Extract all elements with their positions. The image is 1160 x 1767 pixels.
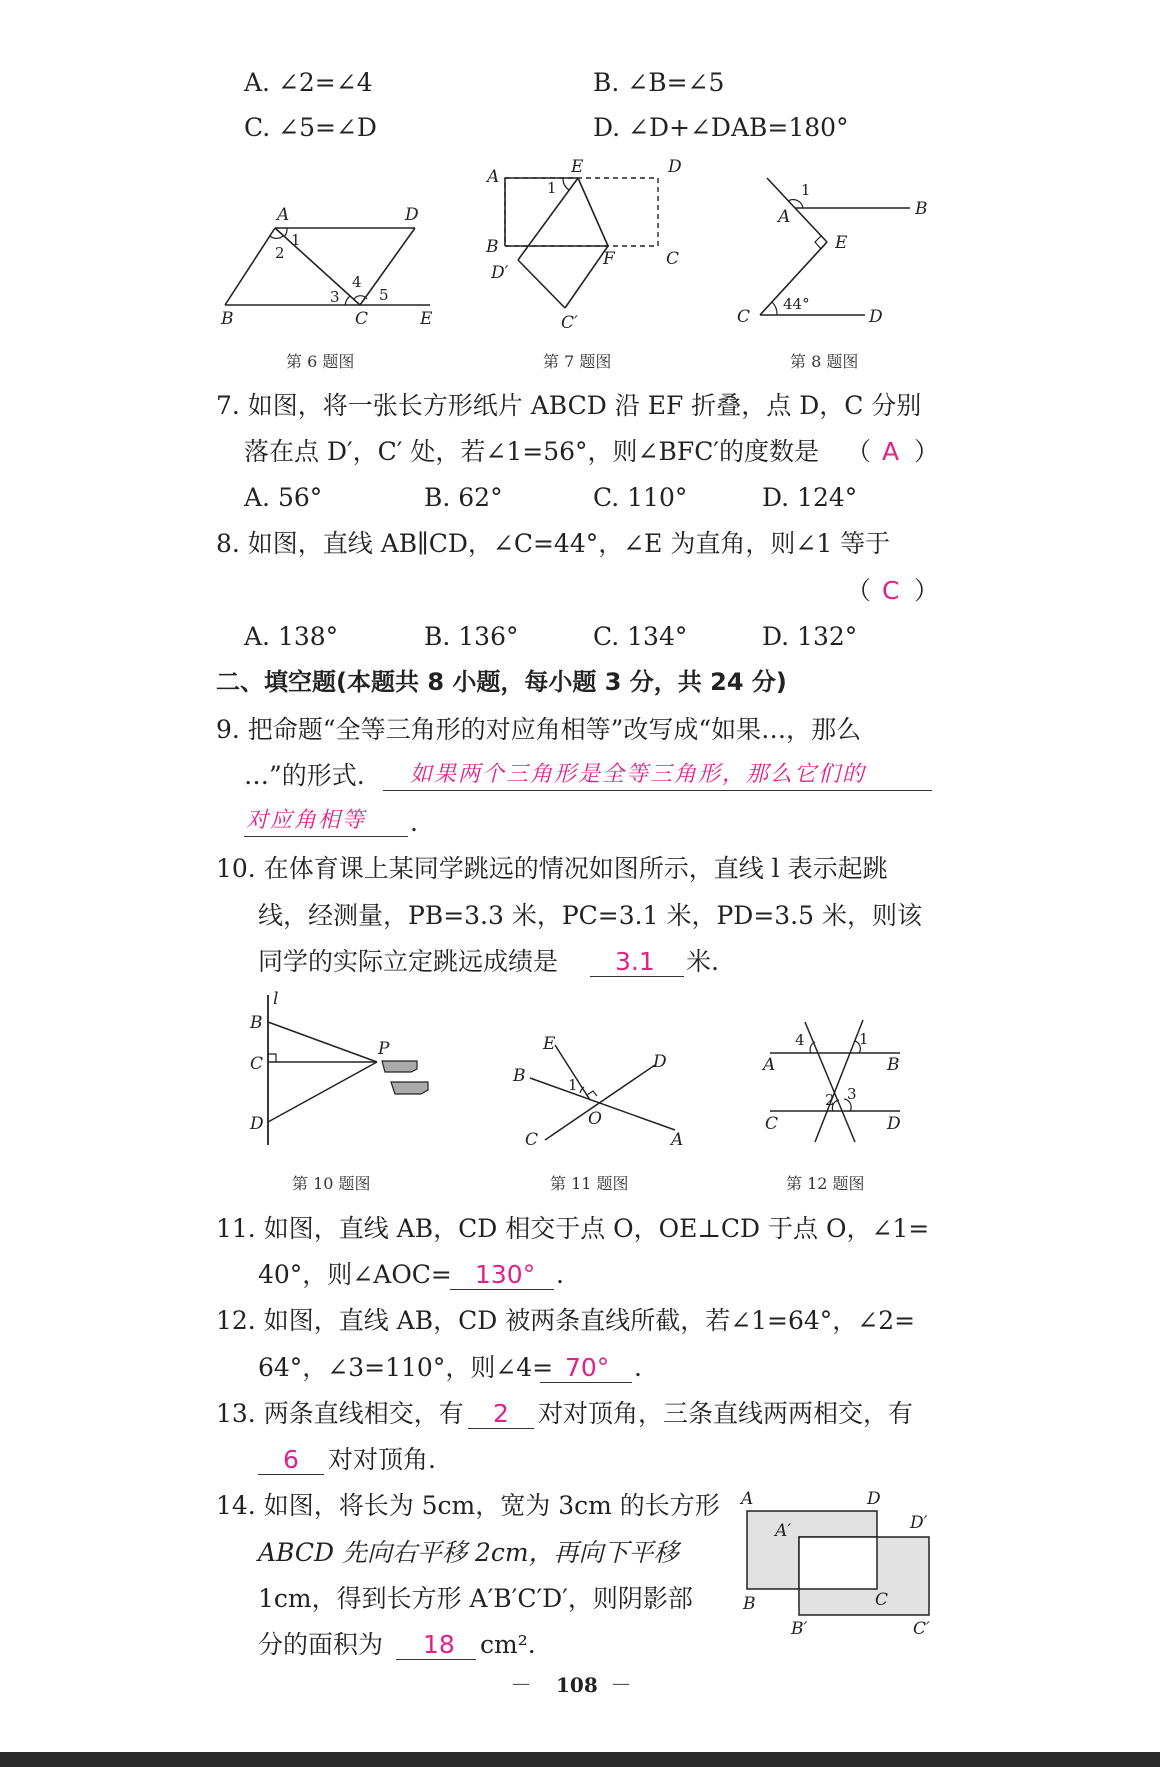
q14-line4-prefix: 分的面积为 xyxy=(258,1630,384,1659)
q10-line3-suffix: 米. xyxy=(686,947,719,976)
q12-answer: 70° xyxy=(565,1353,610,1382)
fig12-label-1: 1 xyxy=(859,1030,869,1048)
q7-line2: 落在点 D′，C′ 处，若∠1=56°，则∠BFC′的度数是 xyxy=(244,437,820,466)
fig11-label-1: 1 xyxy=(568,1076,578,1094)
fig7-label-1: 1 xyxy=(547,179,557,197)
fig11-label-E: E xyxy=(543,1034,556,1054)
page-dash-right: — xyxy=(612,1673,630,1694)
q7-answer: A xyxy=(882,437,900,466)
fig11-label-O: O xyxy=(588,1109,602,1129)
q7-option-d: D. 124° xyxy=(762,483,858,512)
figure-6 xyxy=(215,200,445,330)
fig10-label-l: l xyxy=(273,989,279,1009)
fig7-label-F: F xyxy=(603,249,615,269)
fig8-caption: 第 8 题图 xyxy=(790,352,859,371)
fig6-label-A: A xyxy=(277,205,290,225)
q12-end: . xyxy=(634,1353,642,1382)
q9-answer-part1: 如果两个三角形是全等三角形，那么它们的 xyxy=(410,762,867,787)
fig14-label-B: B xyxy=(743,1594,756,1614)
fig14-label-D-prime: D′ xyxy=(910,1513,928,1533)
fig8-label-B: B xyxy=(915,199,928,219)
figure-10 xyxy=(245,990,445,1150)
q13-answer-2: 6 xyxy=(283,1445,299,1474)
q11-line2-prefix: 40°，则∠AOC= xyxy=(258,1260,452,1289)
q8-option-a: A. 138° xyxy=(244,622,339,651)
q6-option-d: D. ∠D+∠DAB=180° xyxy=(593,113,849,142)
q10-line3-prefix: 同学的实际立定跳远成绩是 xyxy=(258,947,559,976)
fig6-label-D: D xyxy=(405,205,419,225)
q8-answer: C xyxy=(882,576,900,605)
fig10-label-C: C xyxy=(250,1054,264,1074)
fig14-label-C-prime: C′ xyxy=(913,1619,930,1639)
fig12-label-3: 3 xyxy=(847,1085,857,1103)
fig14-label-D: D xyxy=(867,1489,881,1509)
q13-line2-suffix: 对对顶角. xyxy=(328,1445,436,1474)
fig10-caption: 第 10 题图 xyxy=(292,1174,371,1193)
fig6-label-4: 4 xyxy=(352,273,362,291)
page-dash-left: — xyxy=(512,1673,530,1694)
fig12-label-D: D xyxy=(887,1114,901,1134)
fig12-label-C: C xyxy=(765,1114,779,1134)
fig8-label-C: C xyxy=(737,307,751,327)
fig7-label-D: D xyxy=(668,157,682,177)
q14-line3: 1cm，得到长方形 A′B′C′D′，则阴影部 xyxy=(258,1584,693,1613)
fig8-label-D: D xyxy=(869,307,883,327)
q6-option-b: B. ∠B=∠5 xyxy=(593,68,725,97)
q11-line1: 11. 如图，直线 AB，CD 相交于点 O，OE⊥CD 于点 O，∠1= xyxy=(216,1214,930,1243)
fig12-caption: 第 12 题图 xyxy=(786,1174,865,1193)
page-number: 108 xyxy=(556,1673,598,1697)
q8-option-d: D. 132° xyxy=(762,622,858,651)
fig12-label-B: B xyxy=(887,1055,900,1075)
fig7-label-D-prime: D′ xyxy=(491,263,509,283)
q11-answer: 130° xyxy=(475,1260,536,1289)
q9-end: . xyxy=(410,808,418,837)
q8-option-b: B. 136° xyxy=(424,622,519,651)
q14-answer: 18 xyxy=(423,1630,455,1659)
fig11-label-B: B xyxy=(513,1066,526,1086)
fig14-label-A: A xyxy=(741,1489,754,1509)
figure-14 xyxy=(735,1490,945,1640)
q13-line1-suffix: 对对顶角，三条直线两两相交，有 xyxy=(538,1399,914,1428)
figure-8 xyxy=(735,170,935,330)
fig11-caption: 第 11 题图 xyxy=(550,1174,629,1193)
fig7-label-B: B xyxy=(486,237,499,257)
fig6-label-C: C xyxy=(355,309,369,329)
fig7-label-C: C xyxy=(666,249,680,269)
fig10-label-D: D xyxy=(250,1114,264,1134)
q8-option-c: C. 134° xyxy=(593,622,688,651)
fig7-label-C-prime: C′ xyxy=(561,313,578,333)
q13-line1-prefix: 13. 两条直线相交，有 xyxy=(216,1399,464,1428)
fig11-label-C: C xyxy=(525,1130,539,1150)
fig6-label-E: E xyxy=(420,309,433,329)
q13-answer-1: 2 xyxy=(493,1399,509,1428)
fig6-label-5: 5 xyxy=(379,286,389,304)
fig11-label-D: D xyxy=(653,1052,667,1072)
q8-paren-close: ） xyxy=(914,576,940,605)
q8-paren-open: （ xyxy=(846,576,872,605)
fig7-caption: 第 7 题图 xyxy=(543,352,612,371)
q7-paren-close: ） xyxy=(914,437,940,466)
q7-option-b: B. 62° xyxy=(424,483,503,512)
q6-option-c: C. ∠5=∠D xyxy=(244,113,377,142)
q10-answer: 3.1 xyxy=(615,947,655,976)
fig8-label-E: E xyxy=(835,233,848,253)
fig14-label-B-prime: B′ xyxy=(791,1619,808,1639)
q9-line2-prefix: …”的形式. xyxy=(244,761,365,790)
fig10-label-P: P xyxy=(378,1039,390,1059)
q6-option-a: A. ∠2=∠4 xyxy=(244,68,373,97)
bottom-bar xyxy=(0,1752,1160,1767)
q7-option-c: C. 110° xyxy=(593,483,688,512)
q7-line1: 7. 如图，将一张长方形纸片 ABCD 沿 EF 折叠，点 D，C 分别 xyxy=(216,391,922,420)
fig6-label-1: 1 xyxy=(291,231,301,249)
fig7-label-A: A xyxy=(487,167,500,187)
q9-line1: 9. 把命题“全等三角形的对应角相等”改写成“如果…，那么 xyxy=(216,715,862,744)
q11-end: . xyxy=(556,1260,564,1289)
figure-11 xyxy=(505,1025,705,1155)
fig8-label-44deg: 44° xyxy=(783,295,810,313)
fig12-label-4: 4 xyxy=(795,1031,805,1049)
fig14-label-A-prime: A′ xyxy=(775,1521,792,1541)
q12-line2-prefix: 64°，∠3=110°，则∠4= xyxy=(258,1353,554,1382)
q10-line2: 线，经测量，PB=3.3 米，PC=3.1 米，PD=3.5 米，则该 xyxy=(258,901,922,930)
fig7-label-E: E xyxy=(571,157,584,177)
q7-option-a: A. 56° xyxy=(244,483,323,512)
fig12-label-2: 2 xyxy=(825,1091,835,1109)
section-2-title: 二、填空题(本题共 8 小题，每小题 3 分，共 24 分) xyxy=(216,668,787,696)
fig6-label-3: 3 xyxy=(330,288,340,306)
q12-line1: 12. 如图，直线 AB，CD 被两条直线所截，若∠1=64°，∠2= xyxy=(216,1306,916,1335)
fig10-label-B: B xyxy=(250,1013,263,1033)
q8-line1: 8. 如图，直线 AB∥CD，∠C=44°，∠E 为直角，则∠1 等于 xyxy=(216,529,891,558)
q14-line2: ABCD 先向右平移 2cm，再向下平移 xyxy=(258,1538,679,1567)
q9-answer-part2: 对应角相等 xyxy=(246,808,367,833)
q10-line1: 10. 在体育课上某同学跳远的情况如图所示，直线 l 表示起跳 xyxy=(216,854,888,883)
figure-12 xyxy=(755,1010,935,1160)
fig14-label-C: C xyxy=(875,1590,889,1610)
q7-paren-open: （ xyxy=(846,437,872,466)
fig11-label-A: A xyxy=(671,1130,684,1150)
fig6-caption: 第 6 题图 xyxy=(286,352,355,371)
fig12-label-A: A xyxy=(763,1055,776,1075)
figure-7 xyxy=(483,157,703,333)
fig8-label-A: A xyxy=(778,207,791,227)
q14-unit: cm². xyxy=(480,1630,536,1659)
fig6-label-2: 2 xyxy=(275,244,285,262)
q14-line1: 14. 如图，将长为 5cm，宽为 3cm 的长方形 xyxy=(216,1491,720,1520)
fig8-label-1: 1 xyxy=(801,181,811,199)
fig6-label-B: B xyxy=(221,309,234,329)
